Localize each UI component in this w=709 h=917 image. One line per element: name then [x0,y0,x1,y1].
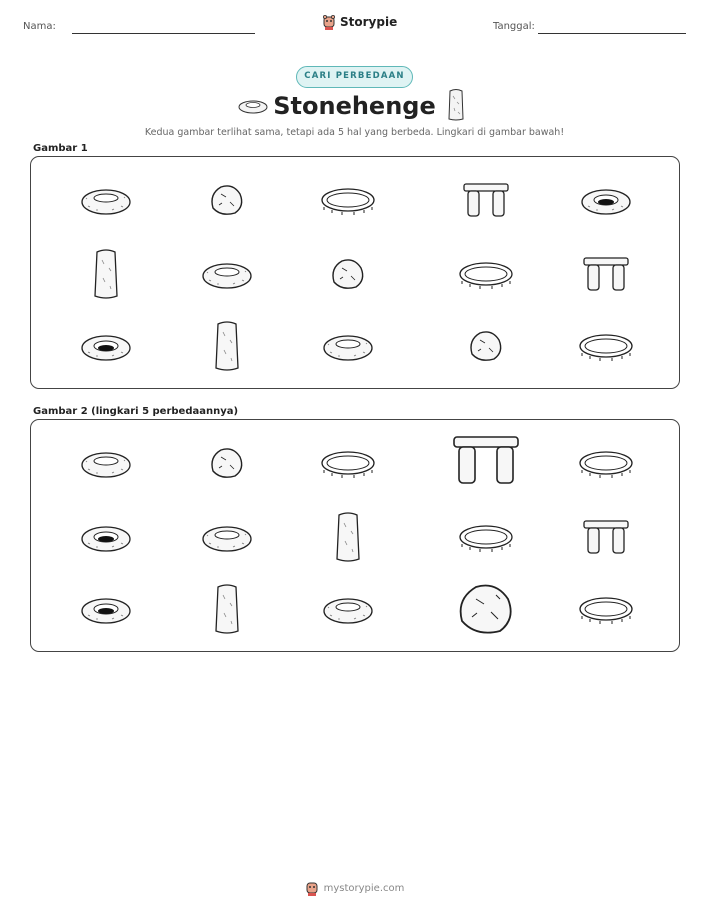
picture1-panel[interactable] [30,156,680,389]
picture2-stone-circle-icon[interactable] [580,452,632,478]
picture2-stone-circle-icon[interactable] [322,452,374,478]
picture1-ring-stone-icon[interactable] [82,190,130,214]
footer [0,880,709,896]
picture2-ring-stone-icon[interactable] [82,453,130,477]
date-label: Tanggal: [493,21,535,32]
picture1-ring-stone-hole-icon[interactable] [582,190,630,214]
page-title: Stonehenge [273,92,436,120]
picture1-ring-stone-hole-icon[interactable] [82,336,130,360]
picture2-ring-stone-hole-icon[interactable] [82,527,130,551]
picture2-stone-circle-icon[interactable] [460,526,512,552]
picture1-stone-circle-icon[interactable] [580,335,632,361]
picture1-ring-stone-icon[interactable] [324,336,372,360]
picture1-trilithon-icon[interactable] [464,184,508,216]
picture1-trilithon-icon[interactable] [584,258,628,290]
date-field[interactable] [538,33,686,34]
storypie-mascot-icon [322,14,336,30]
picture1-standing-stone-icon[interactable] [216,322,238,370]
picture2-standing-stone-icon[interactable] [216,585,238,633]
picture1-boulder-icon[interactable] [333,260,363,288]
brand-name: Storypie [340,15,398,29]
picture2-ring-stone-icon[interactable] [324,599,372,623]
picture2-boulder-icon[interactable] [212,449,242,477]
picture2-stone-circle-icon[interactable] [580,598,632,624]
picture1-stone-circle-icon[interactable] [322,189,374,215]
storypie-mascot-icon [305,880,319,896]
picture2-standing-stone-icon[interactable] [337,513,359,561]
picture2-drawing [31,420,681,653]
footer-site: mystorypie.com [323,882,405,894]
picture2-panel[interactable] [30,419,680,652]
picture1-boulder-icon[interactable] [471,332,501,360]
picture1-label: Gambar 1 [33,143,88,154]
name-label: Nama: [23,21,56,32]
picture1-drawing [31,157,681,390]
picture1-standing-stone-icon[interactable] [95,250,117,298]
picture2-trilithon-icon[interactable] [584,521,628,553]
name-field[interactable] [72,33,255,34]
picture2-trilithon-large-icon[interactable] [454,437,518,483]
picture2-boulder-large-icon[interactable] [461,586,511,633]
activity-badge: CARI PERBEDAAN [296,66,413,88]
picture1-ring-stone-icon[interactable] [203,264,251,288]
instructions: Kedua gambar terlihat sama, tetapi ada 5 hal yang berbeda. Lingkari di gambar bawah! [144,127,565,138]
picture2-ring-stone-hole-icon[interactable] [82,599,130,623]
standing-stone-icon [446,88,466,122]
brand-logo [322,12,397,32]
picture1-boulder-icon[interactable] [212,186,242,214]
picture2-label: Gambar 2 (lingkari 5 perbedaannya) [33,406,239,417]
picture2-ring-stone-icon[interactable] [203,527,251,551]
picture1-stone-circle-icon[interactable] [460,263,512,289]
